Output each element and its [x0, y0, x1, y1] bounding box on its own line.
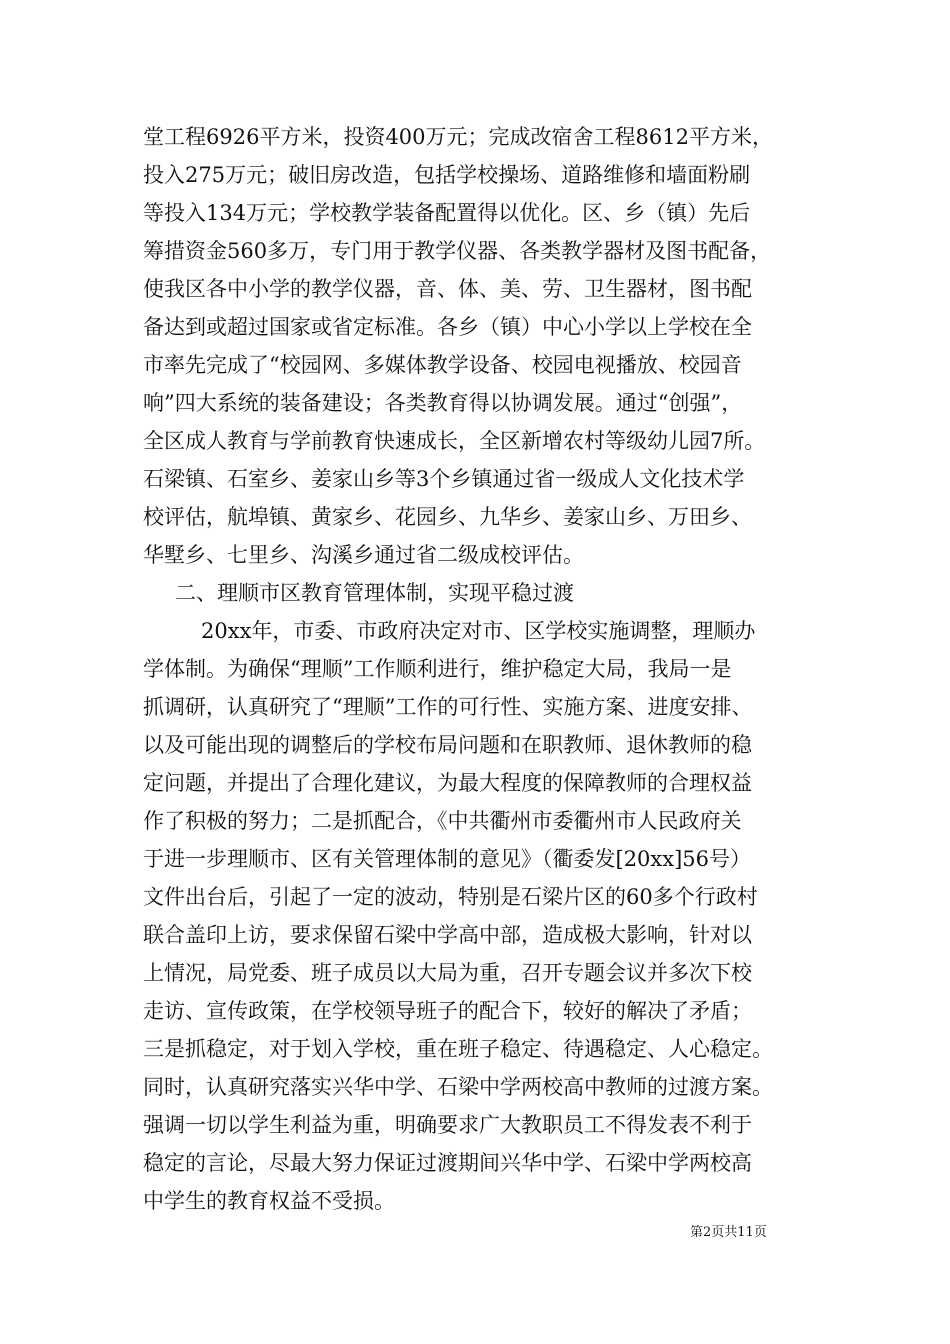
- text-line: 筹措资金560多万，专门用于教学仪器、各类教学器材及图书配备，: [143, 239, 772, 263]
- text-line: 石梁镇、石室乡、姜家山乡等3个乡镇通过省一级成人文化技术学: [143, 467, 745, 491]
- paragraph-line: 作了积极的努力；二是抓配合，《中共衢州市委衢州市人民政府关: [143, 809, 742, 833]
- text-line: 使我区各中小学的教学仪器，音、体、美、劳、卫生器材，图书配: [143, 277, 752, 301]
- paragraph-line: 抓调研，认真研究了“理顺”工作的可行性、实施方案、进度安排、: [143, 695, 753, 719]
- text-line: 投入275万元；破旧房改造，包括学校操场、道路维修和墙面粉刷: [143, 163, 751, 187]
- paragraph-line: 定问题，并提出了合理化建议，为最大程度的保障教师的合理权益: [143, 771, 752, 795]
- paragraph-line: 中学生的教育权益不受损。: [143, 1189, 395, 1213]
- paragraph-line: 文件出台后，引起了一定的波动，特别是石梁片区的60多个行政村: [143, 885, 758, 909]
- paragraph-line: 于进一步理顺市、区有关管理体制的意见》（衢委发[20xx]56号）: [143, 847, 752, 871]
- text-line: 市率先完成了“校园网、多媒体教学设备、校园电视播放、校园音: [143, 353, 742, 377]
- paragraph-line: 学体制。为确保“理顺”工作顺利进行，维护稳定大局，我局一是: [143, 657, 732, 681]
- paragraph-line: 走访、宣传政策，在学校领导班子的配合下，较好的解决了矛盾；: [143, 999, 752, 1023]
- text-line: 校评估，航埠镇、黄家乡、花园乡、九华乡、姜家山乡、万田乡、: [143, 505, 752, 529]
- paragraph-line: 强调一切以学生利益为重，明确要求广大教职员工不得发表不利于: [143, 1113, 752, 1137]
- text-line: 华墅乡、七里乡、沟溪乡通过省二级成校评估。: [143, 543, 584, 567]
- text-line: 等投入134万元；学校教学装备配置得以优化。区、乡（镇）先后: [143, 201, 751, 225]
- paragraph-line: 三是抓稳定，对于划入学校，重在班子稳定、待遇稳定、人心稳定。: [143, 1037, 773, 1061]
- paragraph-line: 稳定的言论，尽最大努力保证过渡期间兴华中学、石梁中学两校高: [143, 1151, 752, 1175]
- text-line: 响”四大系统的装备建设；各类教育得以协调发展。通过“创强”，: [143, 391, 743, 415]
- paragraph-line: 以及可能出现的调整后的学校布局问题和在职教师、退休教师的稳: [143, 733, 752, 757]
- paragraph-line: 同时，认真研究落实兴华中学、石梁中学两校高中教师的过渡方案。: [143, 1075, 773, 1099]
- text-line: 堂工程6926平方米，投资400万元；完成改宿舍工程8612平方米，: [143, 125, 773, 149]
- document-body: [143, 118, 833, 1220]
- text-line: 全区成人教育与学前教育快速成长，全区新增农村等级幼儿园7所。: [143, 429, 766, 453]
- page-number: 第2页共11页: [690, 1225, 767, 1240]
- text-line: 备达到或超过国家或省定标准。各乡（镇）中心小学以上学校在全: [143, 315, 752, 339]
- paragraph-first-line: 20xx年，市委、市政府决定对市、区学校实施调整，理顺办: [201, 619, 756, 643]
- section-heading: 二、理顺市区教育管理体制，实现平稳过渡: [175, 581, 574, 605]
- paragraph-line: 上情况，局党委、班子成员以大局为重，召开专题会议并多次下校: [143, 961, 752, 985]
- paragraph-line: 联合盖印上访，要求保留石梁中学高中部，造成极大影响，针对以: [143, 923, 752, 947]
